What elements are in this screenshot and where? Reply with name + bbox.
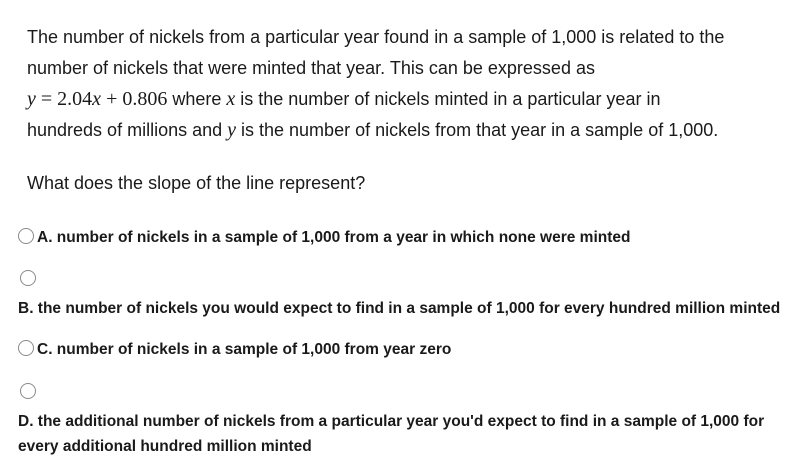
option-b-label: B. the number of nickels you would expect to find in a sample of 1,000 for every hundred million minted xyxy=(18,300,781,317)
option-a-label: A. number of nickels in a sample of 1,000 from a year in which none were minted xyxy=(37,229,631,246)
question-line-1: The number of nickels from a particular year found in a sample of 1,000 is related to the xyxy=(27,27,725,47)
equation-x: x xyxy=(92,88,102,110)
question-line-2: number of nickels that were minted that year. This can be expressed as xyxy=(27,58,595,78)
option-b[interactable] xyxy=(18,270,793,321)
equation-where: where xyxy=(167,89,227,109)
option-c-label: C. number of nickels in a sample of 1,000 from year zero xyxy=(37,341,452,358)
radio-button-d[interactable] xyxy=(20,383,36,399)
question-text xyxy=(27,22,767,146)
equation-y: y xyxy=(27,88,36,110)
option-a[interactable] xyxy=(18,225,630,250)
radio-button-b[interactable] xyxy=(20,270,36,286)
equation-coefficient: = 2.04 xyxy=(35,88,93,110)
option-c[interactable] xyxy=(18,337,451,362)
option-d-label: D. the additional number of nickels from a particular year you'd expect to find in a sample of 1,000 for every additional hundred million minted xyxy=(18,413,765,455)
variable-y: y xyxy=(227,119,237,141)
line4-end: is the number of nickels from that year in a sample of 1,000. xyxy=(236,120,719,140)
question-prompt: What does the slope of the line represent? xyxy=(27,173,366,193)
line4-start: hundreds of millions and xyxy=(27,120,228,140)
variable-x: x xyxy=(226,88,236,110)
equation-description: is the number of nickels minted in a particular year in xyxy=(235,89,661,109)
question-line-3 xyxy=(27,84,767,115)
equation xyxy=(27,88,167,110)
question-line-4 xyxy=(27,115,767,146)
equation-intercept: + 0.806 xyxy=(101,88,168,110)
option-d[interactable] xyxy=(18,383,783,459)
radio-button-a[interactable] xyxy=(18,228,34,244)
radio-button-c[interactable] xyxy=(18,340,34,356)
